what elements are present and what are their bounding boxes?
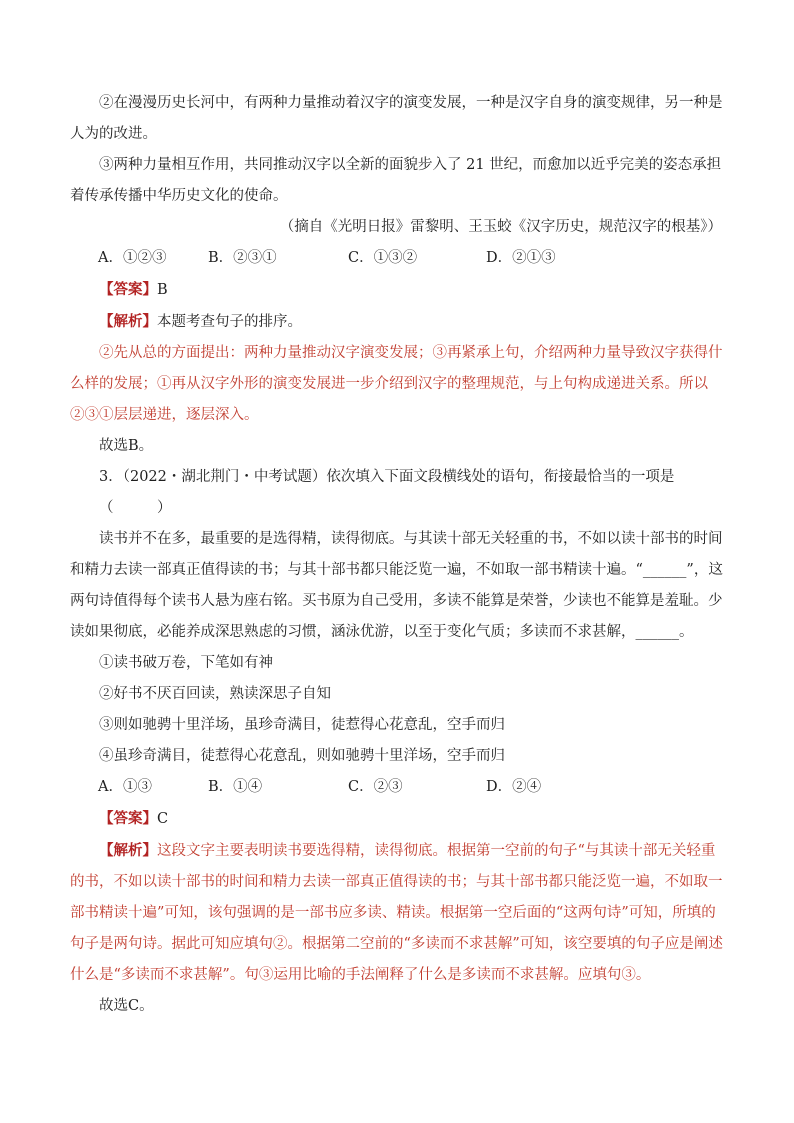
sentence-2: ②在漫漫历史长河中，有两种力量推动着汉字的演变发展，一种是汉字自身的演变规律，另一种是人为的改进。 xyxy=(70,95,723,142)
q3-option-c: C．②③ xyxy=(348,779,403,795)
q2-answer xyxy=(70,274,724,306)
q3-stem: 3．（2022・湖北荆门・中考试题）依次填入下面文段横线处的语句，衔接最恰当的一项是（ ） xyxy=(99,469,675,516)
content xyxy=(70,88,724,1022)
answer-tag: 【答案】 xyxy=(99,281,157,298)
q3-options xyxy=(70,772,724,803)
answer-value: C xyxy=(157,811,169,827)
q2-options xyxy=(70,243,724,274)
q3-passage: 读书并不在多，最重要的是选得精，读得彻底。与其读十部无关轻重的书，不如以读十部书的时间和精力去读一部真正值得读的书；与其十部书都只能泛览一遍，不如取一部书精读十遍。“______”，这两句诗值得每个读书人悬为座右铭。买书原为自己受用，多读不能算是荣誉，少读也不能算是羞耻。少读如果彻底，必能养成深思熟虑的习惯，涵泳优游，以至于变化气质；多读而不求甚解，______。 xyxy=(70,531,723,640)
q2-analysis-body: ②先从总的方面提出：两种力量推动汉字演变发展；③再紧承上句，介绍两种力量导致汉字获得什么样的发展；①再从汉字外形的演变发展进一步介绍到汉字的整理规范，与上句构成递进关系。所以②③①层层递进，逐层深入。 xyxy=(70,345,723,423)
q2-option-d: D．②①③ xyxy=(486,250,556,266)
q3-analysis xyxy=(70,835,724,991)
q3-item-4: ④虽珍奇满目，徒惹得心花意乱，则如驰骋十里洋场，空手而归 xyxy=(99,748,505,764)
q2-analysis-intro xyxy=(70,306,724,338)
q2-conclusion: 故选B。 xyxy=(99,438,154,454)
q2-option-a: A．①②③ xyxy=(98,250,167,266)
source-citation: （摘自《光明日报》雷黎明、王玉蛟《汉字历史，规范汉字的根基》） xyxy=(279,219,722,235)
q3-option-a: A．①③ xyxy=(98,779,152,795)
analysis-tag: 【解析】 xyxy=(99,313,157,330)
q3-conclusion: 故选C。 xyxy=(99,998,154,1014)
q3-item-2: ②好书不厌百回读，熟读深思子自知 xyxy=(99,686,331,702)
sentence-3: ③两种力量相互作用，共同推动汉字以全新的面貌步入了 21 世纪，而愈加以近乎完美的姿态承担着传承传播中华历史文化的使命。 xyxy=(70,157,722,204)
q2-option-c: C．①③② xyxy=(348,250,418,266)
q3-item-1: ①读书破万卷，下笔如有神 xyxy=(99,655,273,671)
analysis-body: 这段文字主要表明读书要选得精，读得彻底。根据第一空前的句子“与其读十部无关轻重的书，不如以读十部书的时间和精力去读一部真正值得读的书；与其十部书都只能泛览一遍，不如取一部书精读十遍”可知，该句强调的是一部书应多读、精读。根据第一空后面的“这两句诗”可知，所填的句子是两句诗。据此可知应填句②。根据第二空前的“多读而不求甚解”可知，该空要填的句子应是阐述什么是“多读而不求甚解”。句③运用比喻的手法阐释了什么是多读而不求甚解。应填句③。 xyxy=(70,843,723,983)
q3-option-d: D．②④ xyxy=(486,779,542,795)
analysis-intro: 本题考查句子的排序。 xyxy=(157,314,302,330)
q2-option-b: B．②③① xyxy=(208,250,277,266)
q3-answer xyxy=(70,803,724,835)
analysis-tag: 【解析】 xyxy=(99,842,157,859)
q3-option-b: B．①④ xyxy=(208,779,263,795)
q3-item-3: ③则如驰骋十里洋场，虽珍奇满目，徒惹得心花意乱，空手而归 xyxy=(99,717,505,733)
answer-value: B xyxy=(157,282,168,298)
answer-tag: 【答案】 xyxy=(99,810,157,827)
